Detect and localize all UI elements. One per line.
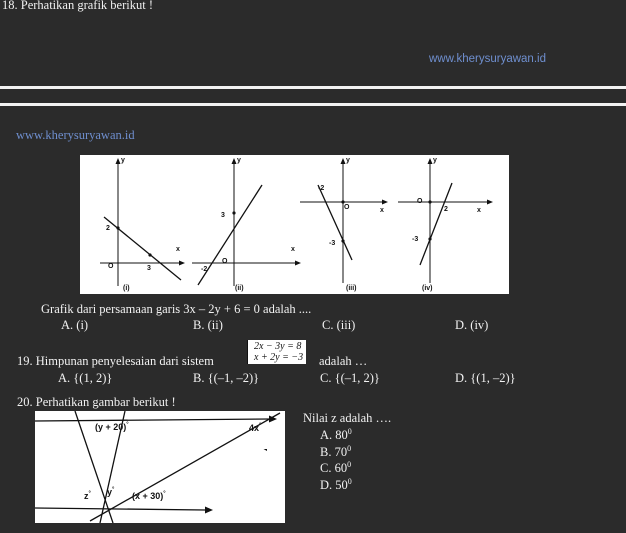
q18-header: 18. Perhatikan grafik berikut !	[2, 0, 153, 12]
graphs-figure	[80, 155, 509, 294]
graph-iii-y-label: y	[346, 157, 350, 164]
graph-iv-label-neg3: -3	[412, 236, 419, 243]
graph-ii-point-y	[232, 211, 235, 214]
graph-ii-y-label: y	[237, 157, 241, 164]
q20-option-d[interactable]: D. $50^0$	[320, 477, 352, 493]
q18-option-a[interactable]: A. (i)	[61, 318, 89, 332]
angle-label-x-plus-30: (x + 30)°	[132, 491, 166, 501]
graph-iv-x-label: x	[477, 207, 481, 214]
graph-ii-caption: (ii)	[235, 285, 244, 292]
q18-option-d[interactable]: D. (iv)	[455, 318, 489, 332]
site-link-left[interactable]: www.kherysuryawan.id	[16, 128, 135, 142]
graph-iv-point-y	[428, 237, 431, 240]
q19-option-d[interactable]: D. {(1, –2)}	[455, 371, 516, 385]
angles-figure-panel	[35, 411, 285, 523]
graph-iii-caption: (iii)	[346, 285, 357, 292]
graphs-panel	[80, 155, 509, 294]
parallel-line-bottom	[35, 508, 205, 510]
angle-label-4x: 4x°	[249, 423, 262, 433]
q20-header: 20. Perhatikan gambar berikut !	[17, 395, 176, 409]
site-link-right[interactable]: www.kherysuryawan.id	[429, 53, 546, 65]
q19-option-c[interactable]: C. {(–1, 2)}	[320, 371, 380, 385]
graph-i-x-label: x	[176, 246, 180, 253]
graph-iii-line	[318, 185, 352, 260]
divider-bottom	[0, 103, 626, 106]
angle-label-z: z°	[84, 491, 91, 501]
graph-iv-caption: (iv)	[422, 285, 433, 292]
q19-equation-2: x + 2y = −3	[254, 352, 304, 363]
q19-question-prefix: 19. Himpunan penyelesaian dari sistem	[17, 354, 214, 368]
q19-equation-system	[247, 340, 306, 364]
q19-question-suffix: adalah …	[319, 354, 368, 368]
graph-iv-origin: O	[417, 198, 423, 205]
q20-option-a[interactable]: A. $80^0$	[320, 427, 352, 443]
graph-i-point-y	[116, 226, 119, 229]
graph-iii-x-label: x	[380, 207, 384, 214]
graph-i-y-label: y	[121, 157, 125, 164]
graph-i-line	[104, 217, 181, 280]
q18-option-c[interactable]: C. (iii)	[322, 318, 356, 332]
divider-top	[0, 86, 626, 89]
graph-iv-line	[420, 183, 452, 265]
angle-label-y-plus-20: (y + 20)°	[95, 422, 129, 432]
graph-iv-point-o	[428, 200, 431, 203]
graph-iii-origin: O	[344, 204, 350, 211]
graph-ii-line	[198, 185, 262, 285]
graph-i-point-x	[148, 253, 151, 256]
angles-figure	[35, 411, 285, 523]
q19-option-b[interactable]: B. {(–1, –2)}	[193, 371, 260, 385]
graph-iii-point-y	[341, 239, 344, 242]
graph-iii-label-neg2: -2	[318, 185, 325, 192]
graph-i-origin: O	[108, 263, 114, 270]
graph-ii-x-label: x	[291, 246, 295, 253]
graph-iii-label-neg3: -3	[329, 240, 336, 247]
q20-option-c[interactable]: C. $60^0$	[320, 460, 352, 476]
graph-ii-origin: O	[222, 258, 228, 265]
q18-question: Grafik dari persamaan garis 3x – 2y + 6 = 0 adalah ....	[41, 302, 312, 316]
q19-equation-1: 2x − 3y = 8	[254, 341, 302, 352]
graph-iv-y-label: y	[433, 157, 437, 164]
graph-iv-label-2: 2	[444, 206, 448, 213]
q20-question: Nilai z adalah ….	[303, 411, 392, 425]
angle-label-y: y°	[107, 487, 115, 497]
q20-option-b[interactable]: B. $70^0$	[320, 444, 352, 460]
graph-i-label-2: 2	[106, 225, 110, 232]
q18-option-b[interactable]: B. (ii)	[193, 318, 223, 332]
graph-ii-label-neg2: -2	[201, 266, 208, 273]
graph-i-caption: (i)	[123, 285, 130, 292]
parallel-line-top	[35, 419, 270, 421]
graph-ii-label-3: 3	[221, 212, 225, 219]
q19-option-a[interactable]: A. {(1, 2)}	[58, 371, 113, 385]
graph-i-label-3: 3	[147, 265, 151, 272]
